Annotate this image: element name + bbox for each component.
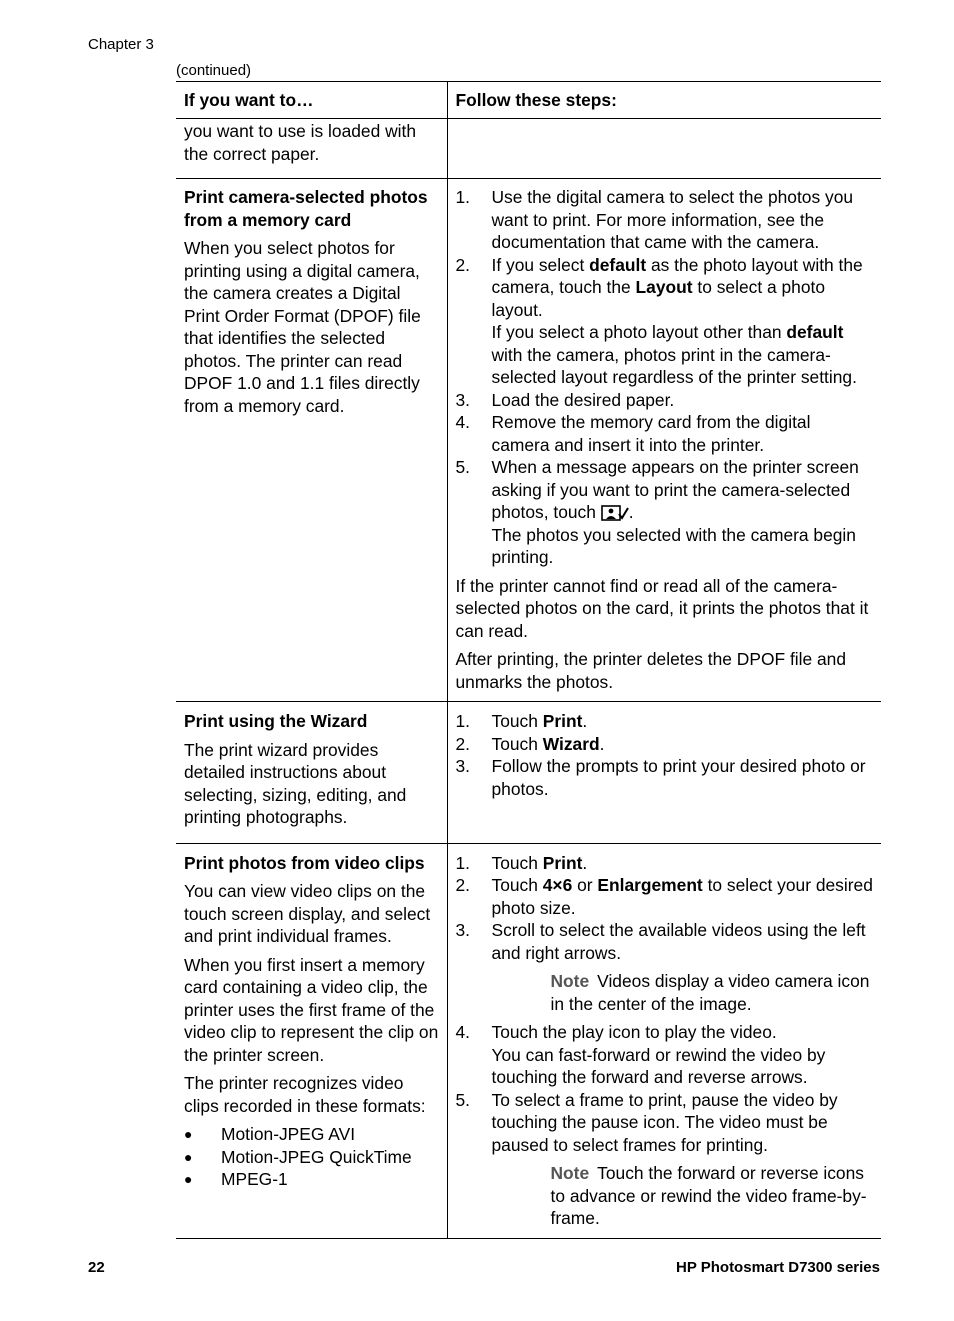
table-header-row [176, 82, 881, 119]
row-video-right [447, 843, 881, 1238]
table-row [176, 702, 881, 844]
step-list [456, 186, 874, 569]
row-continued-text: you want to use is loaded with the correct paper. [176, 119, 447, 179]
list-item: 2. Touch 4×6 or Enlargement to select your desired photo size. [455, 875, 873, 918]
list-item: 3. Load the desired paper. [455, 389, 675, 410]
steps-table [176, 81, 881, 1239]
chapter-label: Chapter 3 [88, 36, 154, 53]
list-item: 2. If you select default as the photo layout with the camera, touch the Layout to select a photo layout. If you select a photo layout other than default with the camera, photos print in the camera-selected layout regardless of the printer setting. [455, 254, 863, 387]
col2-header: Follow these steps: [447, 82, 881, 119]
list-item: 5. When a message appears on the printer screen asking if you want to print the camera-selected photos, touch . The photos you selected with the camera begin printing. [455, 457, 859, 567]
row-dpof-right [447, 179, 881, 702]
step-list [456, 852, 874, 965]
table-row [176, 843, 881, 1238]
step-list [456, 710, 874, 800]
table-row [176, 119, 881, 179]
row-wizard-left [176, 702, 447, 844]
list-item: 4. Remove the memory card from the digital camera and insert it into the printer. [455, 412, 811, 455]
row-description: The print wizard provides detailed instructions about selecting, sizing, editing, and printing photographs. [184, 739, 407, 827]
col1-header: If you want to… [176, 82, 447, 119]
list-item: ● Motion-JPEG AVI [184, 1123, 439, 1146]
list-item: 3. Scroll to select the available videos using the left and right arrows. [455, 920, 866, 963]
note-label: Note [550, 971, 590, 991]
note-box: Note Videos display a video camera icon in the center of the image. [550, 971, 870, 1014]
print-photos-icon [601, 505, 629, 521]
row-continued-empty [447, 119, 881, 179]
list-item: ● Motion-JPEG QuickTime [184, 1146, 439, 1169]
list-item: 3. Follow the prompts to print your desired photo or photos. [455, 756, 866, 799]
continued-label: (continued) [176, 62, 252, 79]
list-item: 2. Touch Wizard. [455, 733, 605, 754]
paragraph: After printing, the printer deletes the DPOF file and unmarks the photos. [455, 649, 847, 692]
product-name: HP Photosmart D7300 series [676, 1259, 880, 1276]
list-item: 1. Touch Print. [455, 852, 588, 873]
list-item: 5. To select a frame to print, pause the video by touching the pause icon. The video must be paused to select frames for printing. [455, 1089, 838, 1155]
note-box: Note Touch the forward or reverse icons to advance or rewind the video frame-by-frame. [550, 1163, 867, 1228]
list-item: 1. Use the digital camera to select the photos you want to print. For more information, see the documentation that came with the camera. [455, 187, 854, 252]
row-title: Print using the Wizard [184, 711, 368, 731]
table-row [176, 179, 881, 702]
list-item: 1. Touch Print. [455, 711, 588, 731]
row-dpof-left [176, 179, 447, 702]
paragraph: You can view video clips on the touch screen display, and select and print individual frames. [184, 881, 431, 946]
row-title: Print photos from video clips [184, 852, 425, 873]
list-item: ● MPEG-1 [184, 1168, 439, 1191]
paragraph: When you first insert a memory card containing a video clip, the printer uses the first frame of the video clip to represent the clip on the printer screen. [184, 954, 439, 1065]
row-wizard-right [447, 702, 881, 844]
paragraph: If the printer cannot find or read all of the camera-selected photos on the card, it prints the photos that it can read. [455, 575, 869, 641]
row-video-left [176, 843, 447, 1238]
page-number: 22 [88, 1259, 105, 1276]
note-label: Note [550, 1163, 590, 1183]
format-list [184, 1123, 439, 1191]
paragraph: The printer recognizes video clips recorded in these formats: [184, 1073, 426, 1116]
step-list [456, 1021, 874, 1156]
row-description: When you select photos for printing using a digital camera, the camera creates a Digital Print Order Format (DPOF) file that identifies the selected photos. The printer can read DPOF 1.0 and 1.1 files directly from a memory card. [184, 238, 421, 416]
list-item: 4. Touch the play icon to play the video. You can fast-forward or rewind the video by touching the forward and reverse arrows. [455, 1022, 826, 1087]
row-title: Print camera-selected photos from a memory card [184, 187, 428, 230]
